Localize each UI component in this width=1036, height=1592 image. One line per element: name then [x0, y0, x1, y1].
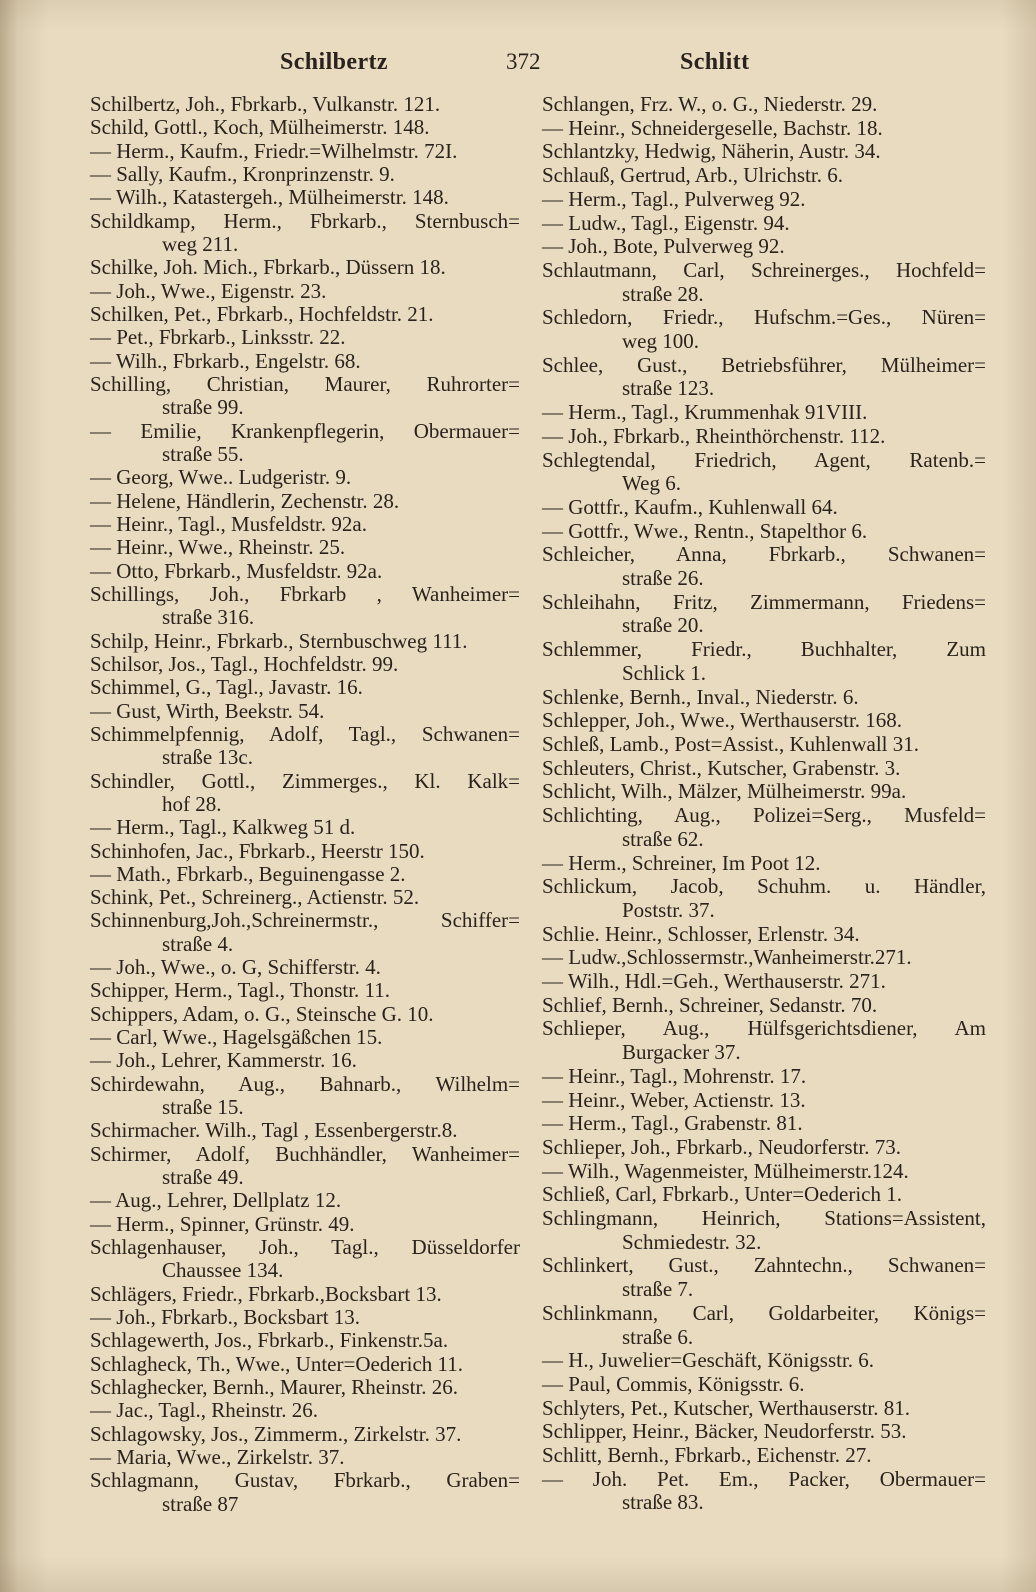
entry-continuation-line: straße 15. [162, 1095, 244, 1120]
directory-entry [542, 970, 986, 994]
entry-first-line: — Joh., Wwe., Eigenstr. 23. [90, 278, 327, 303]
entry-first-line: Schleß, Lamb., Post=Assist., Kuhlenwall 31. [542, 731, 919, 756]
entry-continuation-line: Schmiedestr. 32. [622, 1229, 762, 1254]
entry-first-line: — Herm., Tagl., Pulverweg 92. [542, 186, 806, 211]
entry-continuation-line: straße 4. [162, 931, 234, 956]
entry-first-line: Schledorn, Friedr., Hufschm.=Ges., Nüren= [542, 305, 986, 330]
entry-first-line: Schlee, Gust., Betriebsführer, Mülheimer= [542, 352, 986, 377]
entry-first-line: — Joh., Fbrkarb., Rheinthörchenstr. 112. [542, 423, 886, 448]
directory-entry [542, 1065, 986, 1089]
directory-entry [90, 770, 520, 817]
entry-continuation-line: straße 20. [622, 613, 704, 638]
directory-entry [542, 923, 986, 947]
entry-continuation-line: weg 100. [622, 329, 699, 354]
entry-first-line: — Heinr., Weber, Actienstr. 13. [542, 1087, 806, 1112]
entry-first-line: — Wilh., Hdl.=Geh., Werthauserstr. 271. [542, 969, 886, 994]
directory-entry [90, 513, 520, 536]
directory-entry [90, 1423, 520, 1446]
directory-entry [90, 956, 520, 979]
entry-continuation-line: straße 87 [162, 1491, 239, 1516]
entry-first-line: Schillings, Joh., Fbrkarb , Wanheimer= [90, 581, 520, 606]
entry-first-line: — Wilh., Fbrkarb., Engelstr. 68. [90, 348, 361, 373]
entry-first-line: Schindler, Gottl., Zimmerges., Kl. Kalk= [90, 768, 520, 793]
entry-first-line: Schipper, Herm., Tagl., Thonstr. 11. [90, 978, 391, 1003]
entry-continuation-line: weg 211. [162, 231, 239, 256]
entry-first-line: — Herm., Tagl., Kalkweg 51 d. [90, 815, 356, 840]
directory-entry [90, 1189, 520, 1212]
entry-first-line: Schlinkmann, Carl, Goldarbeiter, Königs= [542, 1300, 986, 1325]
directory-entry [542, 520, 986, 544]
entry-first-line: — Herm., Tagl., Krummenhak 91VIII. [542, 400, 868, 425]
entry-first-line: — Math., Fbrkarb., Beguinengasse 2. [90, 861, 406, 886]
entry-continuation-line: straße 6. [622, 1324, 694, 1349]
directory-entry [542, 780, 986, 804]
directory-entry [90, 1329, 520, 1352]
directory-entry [90, 560, 520, 583]
entry-first-line: Schilp, Heinr., Fbrkarb., Sternbuschweg 111. [90, 628, 468, 653]
entry-first-line: Schilbertz, Joh., Fbrkarb., Vulkanstr. 121. [90, 92, 441, 116]
directory-entry [542, 259, 986, 306]
left-column [90, 93, 520, 1516]
entry-continuation-line: straße 13c. [162, 745, 253, 770]
running-head-first-name: Schilbertz [280, 49, 388, 75]
entry-first-line: Schlief, Bernh., Schreiner, Sedanstr. 70. [542, 992, 878, 1017]
directory-entry [542, 93, 986, 117]
entry-first-line: — Heinr., Schneidergeselle, Bachstr. 18. [542, 115, 883, 140]
entry-first-line: Schlaghecker, Bernh., Maurer, Rheinstr. 26. [90, 1375, 459, 1400]
directory-entry [90, 676, 520, 699]
entry-continuation-line: straße 62. [622, 826, 704, 851]
entry-continuation-line: Poststr. 37. [622, 897, 715, 922]
entry-first-line: Schlägers, Friedr., Fbrkarb.,Bocksbart 13. [90, 1281, 442, 1306]
directory-entry [90, 256, 520, 279]
directory-entry [542, 638, 986, 685]
directory-entry [542, 1089, 986, 1113]
entry-first-line: Schlagmann, Gustav, Fbrkarb., Graben= [90, 1468, 520, 1493]
entry-first-line: — Heinr., Tagl., Musfeldstr. 92a. [90, 511, 367, 536]
directory-entry [542, 1207, 986, 1254]
directory-entry [90, 186, 520, 209]
directory-entry [90, 466, 520, 489]
directory-entry [90, 116, 520, 139]
directory-entry [90, 536, 520, 559]
directory-entry [90, 1049, 520, 1072]
directory-entry [90, 93, 520, 116]
entry-first-line: Schirdewahn, Aug., Bahnarb., Wilhelm= [90, 1071, 520, 1096]
entry-first-line: — Aug., Lehrer, Dellplatz 12. [90, 1188, 342, 1213]
entry-first-line: Schink, Pet., Schreinerg., Actienstr. 52. [90, 885, 420, 910]
entry-first-line: Schildkamp, Herm., Fbrkarb., Sternbusch= [90, 208, 520, 233]
entry-first-line: Schlemmer, Friedr., Buchhalter, Zum [542, 637, 986, 662]
directory-entry [542, 1397, 986, 1421]
entry-first-line: Schlangen, Frz. W., o. G., Niederstr. 29. [542, 92, 878, 116]
directory-entry [542, 496, 986, 520]
directory-entry [90, 723, 520, 770]
directory-entry [90, 1236, 520, 1283]
directory-entry [90, 816, 520, 839]
directory-entry [90, 1353, 520, 1376]
directory-entry [90, 1003, 520, 1026]
entry-first-line: — Sally, Kaufm., Kronprinzenstr. 9. [90, 161, 395, 186]
directory-entry [542, 1420, 986, 1444]
directory-entry [542, 686, 986, 710]
entry-first-line: Schlingmann, Heinrich, Stations=Assistent, [542, 1206, 986, 1231]
directory-entry [542, 994, 986, 1018]
directory-entry [90, 1446, 520, 1469]
directory-entry [542, 1349, 986, 1373]
directory-entry [542, 117, 986, 141]
directory-entry [90, 1143, 520, 1190]
entry-first-line: — Ludw.,Schlossermstr.,Wanheimerstr.271. [542, 945, 912, 970]
entry-first-line: Schlichting, Aug., Polizei=Serg., Musfeld= [542, 803, 986, 828]
directory-entry [90, 583, 520, 630]
directory-entry [542, 354, 986, 401]
entry-first-line: Schlegtendal, Friedrich, Agent, Ratenb.= [542, 447, 986, 472]
directory-entry [90, 163, 520, 186]
entry-first-line: — Maria, Wwe., Zirkelstr. 37. [90, 1445, 345, 1470]
directory-entry [542, 425, 986, 449]
directory-entry [542, 852, 986, 876]
directory-entry [90, 140, 520, 163]
entry-first-line: Schließ, Carl, Fbrkarb., Unter=Oederich 1. [542, 1182, 902, 1207]
entry-first-line: Schlantzky, Hedwig, Näherin, Austr. 34. [542, 139, 881, 164]
directory-entry [542, 709, 986, 733]
entry-first-line: — Ludw., Tagl., Eigenstr. 94. [542, 210, 790, 235]
entry-first-line: — Joh., Bote, Pulverweg 92. [542, 234, 785, 259]
directory-entry [90, 280, 520, 303]
directory-entry [542, 1136, 986, 1160]
entry-first-line: Schleihahn, Fritz, Zimmermann, Friedens= [542, 589, 986, 614]
entry-first-line: — Herm., Tagl., Grabenstr. 81. [542, 1111, 803, 1136]
entry-first-line: Schinhofen, Jac., Fbrkarb., Heerstr 150. [90, 838, 425, 863]
entry-first-line: Schlie. Heinr., Schlosser, Erlenstr. 34. [542, 921, 860, 946]
entry-first-line: Schlicht, Wilh., Mälzer, Mülheimerstr. 99a. [542, 779, 907, 804]
entry-continuation-line: straße 83. [622, 1490, 704, 1515]
entry-continuation-line: straße 28. [622, 281, 704, 306]
directory-entry [90, 490, 520, 513]
directory-entry [90, 373, 520, 420]
entry-first-line: Schlagenhauser, Joh., Tagl., Düsseldorfer [90, 1235, 520, 1260]
entry-first-line: — Heinr., Wwe., Rheinstr. 25. [90, 535, 346, 560]
entry-first-line: Schlickum, Jacob, Schuhm. u. Händler, [542, 874, 986, 899]
directory-entry [90, 1469, 520, 1516]
entry-first-line: Schimmelpfennig, Adolf, Tagl., Schwanen= [90, 721, 520, 746]
directory-entry [90, 326, 520, 349]
entry-first-line: — Jac., Tagl., Rheinstr. 26. [90, 1398, 318, 1423]
directory-entry [90, 350, 520, 373]
entry-first-line: — Gottfr., Wwe., Rentn., Stapelthor 6. [542, 518, 868, 543]
directory-entry [90, 653, 520, 676]
directory-entry [542, 1468, 986, 1515]
directory-entry [90, 1283, 520, 1306]
entry-first-line: — Wilh., Wagenmeister, Mülheimerstr.124. [542, 1158, 909, 1183]
directory-entry [542, 449, 986, 496]
entry-first-line: Schlipper, Heinr., Bäcker, Neudorferstr. 53. [542, 1419, 907, 1444]
directory-entry [542, 543, 986, 590]
entry-first-line: — Paul, Commis, Königsstr. 6. [542, 1371, 805, 1396]
entry-first-line: Schlieper, Joh., Fbrkarb., Neudorferstr. 73. [542, 1134, 901, 1159]
directory-entry [90, 1119, 520, 1142]
entry-first-line: — Joh., Lehrer, Kammerstr. 16. [90, 1048, 357, 1073]
running-head-last-name: Schlitt [680, 49, 750, 75]
directory-entry [542, 1183, 986, 1207]
entry-first-line: Schilling, Christian, Maurer, Ruhrorter= [90, 371, 520, 396]
entry-first-line: Schimmel, G., Tagl., Javastr. 16. [90, 675, 363, 700]
entry-continuation-line: straße 99. [162, 395, 244, 420]
entry-first-line: Schild, Gottl., Koch, Mülheimerstr. 148. [90, 115, 430, 140]
directory-entry [90, 979, 520, 1002]
entry-first-line: Schleuters, Christ., Kutscher, Grabenstr. 3. [542, 755, 901, 780]
entry-first-line: — Helene, Händlerin, Zechenstr. 28. [90, 488, 400, 513]
entry-first-line: Schleicher, Anna, Fbrkarb., Schwanen= [542, 542, 986, 567]
directory-entry [542, 1302, 986, 1349]
entry-first-line: — Herm., Schreiner, Im Poot 12. [542, 850, 821, 875]
entry-first-line: Schilke, Joh. Mich., Fbrkarb., Düssern 18. [90, 255, 446, 280]
entry-first-line: Schlagowsky, Jos., Zimmerm., Zirkelstr. 37. [90, 1421, 462, 1446]
entry-continuation-line: hof 28. [162, 791, 222, 816]
directory-entry [90, 210, 520, 257]
directory-entry [542, 757, 986, 781]
directory-entry [542, 140, 986, 164]
entry-first-line: — Otto, Fbrkarb., Musfeldstr. 92a. [90, 558, 383, 583]
entry-first-line: — Gottfr., Kaufm., Kuhlenwall 64. [542, 494, 838, 519]
entry-first-line: — Herm., Kaufm., Friedr.=Wilhelmstr. 72I. [90, 138, 458, 163]
entry-first-line: — Joh., Fbrkarb., Bocksbart 13. [90, 1305, 361, 1330]
entry-continuation-line: straße 26. [622, 566, 704, 591]
entry-first-line: — Herm., Spinner, Grünstr. 49. [90, 1211, 355, 1236]
entry-first-line: Schlepper, Joh., Wwe., Werthauserstr. 168. [542, 708, 903, 733]
entry-first-line: Schlauß, Gertrud, Arb., Ulrichstr. 6. [542, 163, 843, 188]
directory-entry [90, 1306, 520, 1329]
directory-entry [542, 1017, 986, 1064]
directory-entry [542, 804, 986, 851]
entry-continuation-line: straße 7. [622, 1277, 694, 1302]
entry-continuation-line: straße 316. [162, 605, 255, 630]
entry-first-line: Schlautmann, Carl, Schreinerges., Hochfeld= [542, 257, 986, 282]
entry-first-line: — Gust, Wirth, Beekstr. 54. [90, 698, 325, 723]
right-column [542, 93, 986, 1515]
entry-continuation-line: straße 123. [622, 376, 715, 401]
entry-first-line: Schilken, Pet., Fbrkarb., Hochfeldstr. 21. [90, 301, 434, 326]
entry-first-line: Schilsor, Jos., Tagl., Hochfeldstr. 99. [90, 651, 399, 676]
entry-first-line: Schirmacher. Wilh., Tagl , Essenbergerstr.8. [90, 1118, 458, 1143]
directory-entry [542, 164, 986, 188]
directory-entry [90, 420, 520, 467]
entry-continuation-line: straße 55. [162, 441, 244, 466]
entry-first-line: Schinnenburg,Joh.,Schreinermstr., Schiffer= [90, 908, 520, 933]
directory-entry [90, 1073, 520, 1120]
entry-continuation-line: Schlick 1. [622, 660, 706, 685]
directory-entry [90, 1376, 520, 1399]
entry-first-line: Schlenke, Bernh., Inval., Niederstr. 6. [542, 684, 859, 709]
entry-first-line: Schippers, Adam, o. G., Steinsche G. 10. [90, 1001, 434, 1026]
directory-entry [542, 875, 986, 922]
directory-entry [90, 840, 520, 863]
entry-first-line: — Emilie, Krankenpflegerin, Obermauer= [90, 418, 520, 443]
directory-entry [90, 863, 520, 886]
entry-first-line: Schlinkert, Gust., Zahntechn., Schwanen= [542, 1253, 986, 1278]
entry-first-line: — Heinr., Tagl., Mohrenstr. 17. [542, 1063, 807, 1088]
directory-entry [542, 1160, 986, 1184]
page-number: 372 [506, 49, 541, 74]
entry-first-line: — H., Juwelier=Geschäft, Königsstr. 6. [542, 1348, 875, 1373]
entry-first-line: Schlyters, Pet., Kutscher, Werthauserstr. 81. [542, 1395, 911, 1420]
entry-first-line: — Joh., Wwe., o. G, Schifferstr. 4. [90, 955, 381, 980]
entry-continuation-line: straße 49. [162, 1165, 244, 1190]
directory-entry [90, 886, 520, 909]
directory-entry [542, 1444, 986, 1468]
directory-entry [90, 1399, 520, 1422]
entry-first-line: — Joh. Pet. Em., Packer, Obermauer= [542, 1466, 986, 1491]
directory-entry [90, 303, 520, 326]
directory-entry [542, 591, 986, 638]
entry-first-line: — Carl, Wwe., Hagelsgäßchen 15. [90, 1025, 383, 1050]
directory-entry [542, 212, 986, 236]
entry-first-line: Schlieper, Aug., Hülfsgerichtsdiener, Am [542, 1016, 986, 1041]
entry-first-line: Schlagewerth, Jos., Fbrkarb., Finkenstr.5a. [90, 1328, 449, 1353]
entry-first-line: — Georg, Wwe.. Ludgeristr. 9. [90, 465, 352, 490]
entry-continuation-line: Weg 6. [622, 471, 681, 496]
directory-entry [542, 1112, 986, 1136]
directory-entry [90, 1213, 520, 1236]
entry-first-line: — Wilh., Katastergeh., Mülheimerstr. 148. [90, 185, 449, 210]
directory-entry [542, 306, 986, 353]
directory-entry [90, 630, 520, 653]
entry-first-line: Schlitt, Bernh., Fbrkarb., Eichenstr. 27. [542, 1443, 872, 1468]
directory-entry [542, 235, 986, 259]
entry-continuation-line: Chaussee 134. [162, 1258, 284, 1283]
entry-continuation-line: Burgacker 37. [622, 1040, 741, 1065]
directory-entry [542, 188, 986, 212]
entry-first-line: Schlagheck, Th., Wwe., Unter=Oederich 11. [90, 1351, 464, 1376]
directory-entry [542, 733, 986, 757]
directory-entry [90, 1026, 520, 1049]
directory-entry [542, 401, 986, 425]
directory-entry [542, 1254, 986, 1301]
directory-entry [90, 909, 520, 956]
directory-entry [542, 1373, 986, 1397]
entry-first-line: Schirmer, Adolf, Buchhändler, Wanheimer= [90, 1141, 520, 1166]
directory-entry [542, 946, 986, 970]
entry-first-line: — Pet., Fbrkarb., Linksstr. 22. [90, 325, 346, 350]
directory-entry [90, 700, 520, 723]
